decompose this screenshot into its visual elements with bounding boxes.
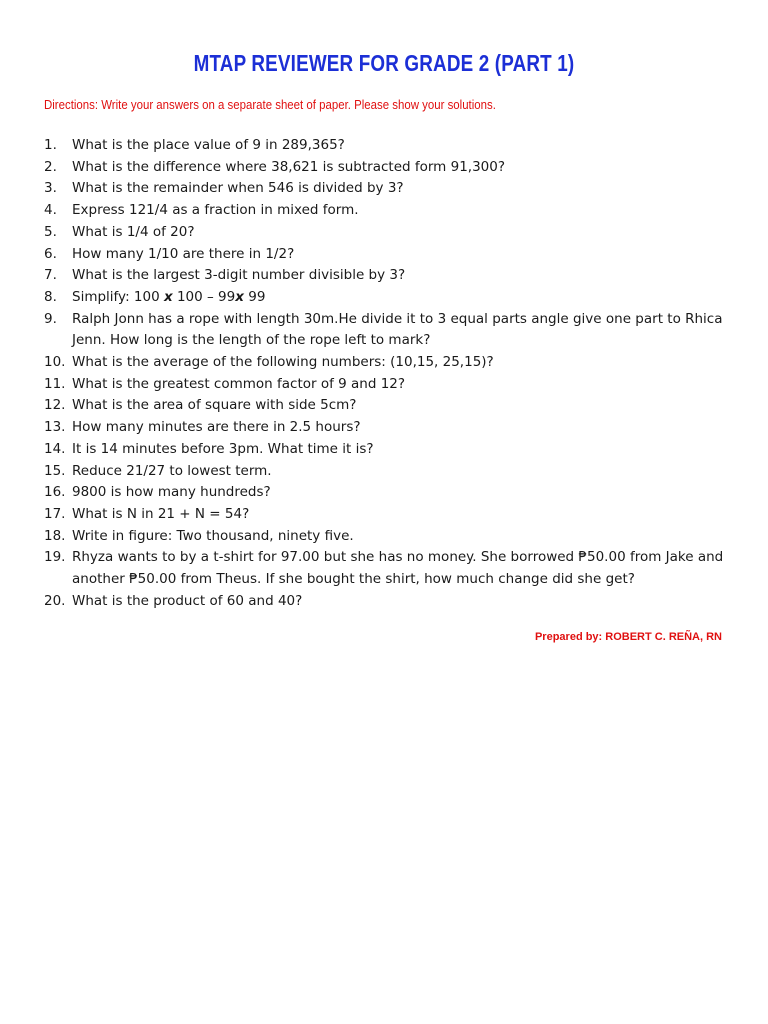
question-text: Ralph Jonn has a rope with length 30m.He divide it to 3 equal parts angle give one part to Rhica Jenn. How long is the length of the rope left to mark? xyxy=(72,310,723,349)
question-number: 4. xyxy=(44,202,57,219)
question-item xyxy=(44,265,724,287)
question-number: 8. xyxy=(44,288,57,305)
question-item xyxy=(44,591,724,613)
question-text: What is the area of square with side 5cm? xyxy=(72,397,357,414)
question-text: What is the greatest common factor of 9 and 12? xyxy=(72,375,406,392)
question-text: It is 14 minutes before 3pm. What time it is? xyxy=(72,440,374,457)
question-text: Reduce 21/27 to lowest term. xyxy=(72,462,272,479)
question-item xyxy=(44,526,724,548)
question-text: What is the place value of 9 in 289,365? xyxy=(72,137,345,153)
question-text: What is the average of the following numbers: (10,15, 25,15)? xyxy=(72,354,494,371)
question-number: 11. xyxy=(44,375,66,392)
page-title: MTAP REVIEWER FOR GRADE 2 (PART 1) xyxy=(193,50,575,76)
question-text: Simplify: 100 𝙭 100 – 99𝙭 99 xyxy=(72,288,266,305)
question-text: How many minutes are there in 2.5 hours? xyxy=(72,419,361,436)
question-item xyxy=(44,504,724,526)
question-list xyxy=(44,135,724,612)
question-number: 20. xyxy=(44,592,66,609)
question-number: 3. xyxy=(44,180,57,197)
question-item xyxy=(44,200,724,222)
question-number: 7. xyxy=(44,267,57,284)
question-number: 5. xyxy=(44,223,57,240)
question-item xyxy=(44,244,724,266)
question-number: 18. xyxy=(44,527,66,544)
question-number: 14. xyxy=(44,440,66,457)
question-number: 15. xyxy=(44,462,66,479)
question-number: 12. xyxy=(44,397,66,414)
question-item xyxy=(44,417,724,439)
question-item xyxy=(44,309,724,352)
question-text: Write in figure: Two thousand, ninety five. xyxy=(72,527,354,544)
question-text: Rhyza wants to by a t-shirt for 97.00 but she has no money. She borrowed ₱50.00 from Jake and another ₱50.00 from Theus. If she bought the shirt, how much change did she get? xyxy=(72,549,724,588)
question-number: 13. xyxy=(44,419,66,436)
question-item xyxy=(44,482,724,504)
question-number: 19. xyxy=(44,549,66,566)
question-item xyxy=(44,439,724,461)
question-number: 10. xyxy=(44,354,66,371)
question-number: 1. xyxy=(44,137,57,153)
question-text: What is the product of 60 and 40? xyxy=(72,592,303,609)
question-item xyxy=(44,157,724,179)
question-number: 9. xyxy=(44,310,57,327)
prepared-by-credit: Prepared by: ROBERT C. REÑA, RN xyxy=(534,631,722,643)
question-item xyxy=(44,352,724,374)
question-text: What is N in 21 + N = 54? xyxy=(72,505,250,522)
question-number: 6. xyxy=(44,245,57,262)
question-item xyxy=(44,461,724,483)
question-number: 17. xyxy=(44,505,66,522)
question-number: 2. xyxy=(44,158,57,175)
question-text: What is the difference where 38,621 is subtracted form 91,300? xyxy=(72,158,506,175)
question-text: How many 1/10 are there in 1/2? xyxy=(72,245,295,262)
question-item xyxy=(44,395,724,417)
question-text: What is the remainder when 546 is divided by 3? xyxy=(72,180,404,197)
question-item xyxy=(44,222,724,244)
question-item xyxy=(44,547,724,590)
question-text: Express 121/4 as a fraction in mixed form. xyxy=(72,202,359,219)
question-item xyxy=(44,374,724,396)
question-item xyxy=(44,135,724,157)
question-text: What is 1/4 of 20? xyxy=(72,223,195,240)
question-text: What is the largest 3-digit number divisible by 3? xyxy=(72,267,406,284)
question-number: 16. xyxy=(44,484,66,501)
directions-text: Directions: Write your answers on a separate sheet of paper. Please show your solutions. xyxy=(44,97,496,112)
question-item xyxy=(44,178,724,200)
question-text: 9800 is how many hundreds? xyxy=(72,484,271,501)
question-item xyxy=(44,287,724,309)
